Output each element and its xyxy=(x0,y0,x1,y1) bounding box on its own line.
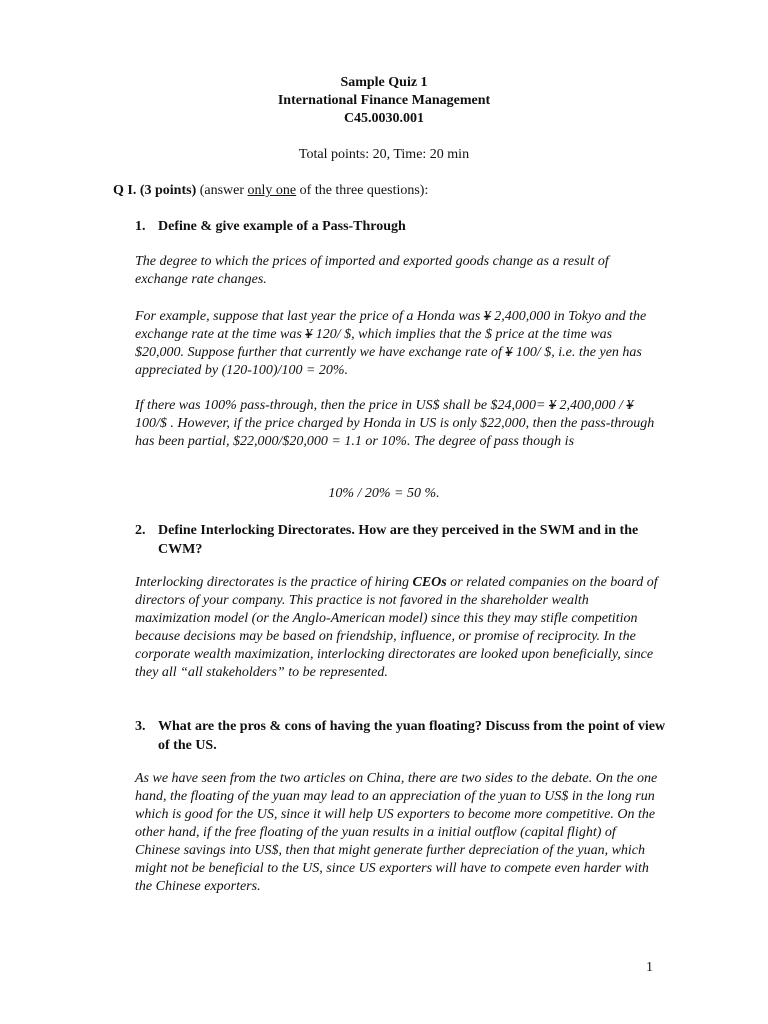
subquestion-2-title: Define Interlocking Directorates. How are they perceived in the SWM and in the CWM? xyxy=(158,523,639,557)
total-points-line: Total points: 20, Time: 20 min xyxy=(298,147,470,162)
course-code: C45.0030.001 xyxy=(343,111,425,126)
question-one-heading xyxy=(113,182,428,200)
subquestion-3-number: 3. xyxy=(135,719,146,734)
instruction-underlined: only one xyxy=(247,183,297,198)
answer-1-passthrough: If there was 100% pass-through, then the price in US$ shall be $24,000= ¥ 2,400,000 / ¥ 100/$ . However, if the price charged by Honda in US is only $22,000, then the pass-through has been partial, $22,000/$20,000 = 1.1 or 10%. The degree of pass though is xyxy=(135,398,655,449)
yen-symbol: ¥ xyxy=(305,327,313,342)
question-label: Q I. (3 points) xyxy=(113,183,197,198)
yen-symbol: ¥ xyxy=(548,398,556,413)
subquestion-1-heading xyxy=(135,217,675,236)
instruction-prefix: (answer xyxy=(199,183,248,198)
answer-1-definition: The degree to which the prices of imported and exported goods change as a result of exchange rate changes. xyxy=(135,254,609,287)
page-number: 1 xyxy=(646,960,653,975)
document-header xyxy=(0,74,768,128)
subquestion-3-heading xyxy=(135,717,675,755)
subquestion-1-number: 1. xyxy=(135,219,146,234)
instruction-suffix: of the three questions): xyxy=(296,183,429,198)
subquestion-2-heading xyxy=(135,521,675,559)
yen-symbol: ¥ xyxy=(626,398,634,413)
answer-1-example: For example, suppose that last year the price of a Honda was ¥ 2,400,000 in Tokyo and the exchange rate at the time was ¥ 120/ $, which implies that the $ price at the time was $20,000. Suppose further that currently we have exchange rate of ¥ 100/ $, i.e. the yen has appreciated by (120-100)/100 = 20%. xyxy=(135,309,647,378)
answer-2: Interlocking directorates is the practice of hiring CEOs or related companies on the board of directors of your company. This practice is not favored in the shareholder wealth maximization model (or the Anglo-American model) since this they may stifle competition because decisions may be based on friendship, influence, or promise of reciprocity. In the corporate wealth maximization, interlocking directorates are looked upon beneficially, since they all “all stakeholders” to be represented. xyxy=(135,575,658,680)
subquestion-3-title: What are the pros & cons of having the yuan floating? Discuss from the point of view of the US. xyxy=(158,719,666,753)
yen-symbol: ¥ xyxy=(505,345,513,360)
subquestion-1-title: Define & give example of a Pass-Through xyxy=(158,219,406,234)
answer-3: As we have seen from the two articles on China, there are two sides to the debate. On the one hand, the floating of the yuan may lead to an appreciation of the yuan to US$ in the long run which is good for the US, since it will help US exporters to become more competitive. On the other hand, if the free floating of the yuan results in a initial outflow (capital flight) of Chinese savings into US$, then that might generate further depreciation of the yuan, which might not be beneficial to the US, since US exporters will have to compete even harder with the Chinese exporters. xyxy=(135,771,658,894)
pass-through-formula: 10% / 20% = 50 %. xyxy=(328,486,440,501)
yen-symbol: ¥ xyxy=(483,309,491,324)
subquestion-2-number: 2. xyxy=(135,523,146,538)
course-name: International Finance Management xyxy=(277,93,491,108)
quiz-title: Sample Quiz 1 xyxy=(340,75,428,90)
